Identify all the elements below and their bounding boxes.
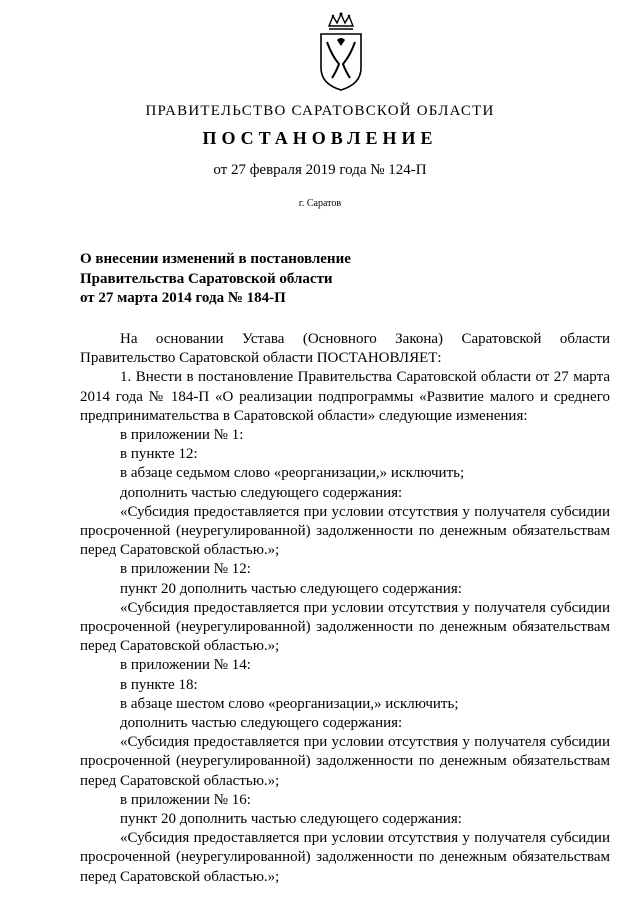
coat-of-arms-icon <box>315 12 367 92</box>
subject-line: Правительства Саратовской области <box>80 270 333 287</box>
body-paragraph: в приложении № 14: <box>120 657 251 674</box>
body-paragraph: «Субсидия предоставляется при условии отсутствия у получателя субсидии просроченной (неурегулированной) задолженности по денежным обязательствам перед Саратовской областью.»; <box>80 734 610 789</box>
subject-line: О внесении изменений в постановление <box>80 251 351 267</box>
document-subject <box>80 250 460 309</box>
body-paragraph: дополнить частью следующего содержания: <box>120 484 403 501</box>
document-date-number: от 27 февраля 2019 года № 124-П <box>213 162 427 178</box>
body-paragraph: в абзаце седьмом слово «реорганизации,» исключить; <box>120 465 465 482</box>
body-paragraph: в приложении № 16: <box>120 791 251 808</box>
body-paragraph: в пункте 12: <box>120 446 198 463</box>
body-paragraph: пункт 20 дополнить частью следующего содержания: <box>120 811 462 828</box>
body-paragraph: в абзаце шестом слово «реорганизации,» исключить; <box>120 695 459 712</box>
document-type: ПОСТАНОВЛЕНИЕ <box>202 128 438 148</box>
document-body <box>80 330 610 887</box>
body-paragraph: в пункте 18: <box>120 676 198 693</box>
body-paragraph: пункт 20 дополнить частью следующего содержания: <box>120 580 462 597</box>
body-paragraph: дополнить частью следующего содержания: <box>120 715 403 732</box>
body-paragraph: На основании Устава (Основного Закона) Саратовской области Правительство Саратовской области ПОСТАНОВЛЯЕТ: <box>80 331 610 367</box>
government-name: ПРАВИТЕЛЬСТВО САРАТОВСКОЙ ОБЛАСТИ <box>145 103 495 119</box>
body-paragraph: в приложении № 1: <box>120 427 244 444</box>
body-paragraph: «Субсидия предоставляется при условии отсутствия у получателя субсидии просроченной (неурегулированной) задолженности по денежным обязательствам перед Саратовской областью.»; <box>80 599 610 655</box>
body-paragraph: 1. Внести в постановление Правительства Саратовской области от 27 марта 2014 года № 184-П «О реализации подпрограммы «Развитие малого и среднего предпринимательства в Саратовской области» следующие изменения: <box>80 369 610 424</box>
body-paragraph: «Субсидия предоставляется при условии отсутствия у получателя субсидии просроченной (неурегулированной) задолженности по денежным обязательствам перед Саратовской областью.»; <box>80 830 610 885</box>
body-paragraph: в приложении № 12: <box>120 561 251 578</box>
body-paragraph: «Субсидия предоставляется при условии отсутствия у получателя субсидии просроченной (неурегулированной) задолженности по денежным обязательствам перед Саратовской областью.»; <box>80 503 610 559</box>
subject-line: от 27 марта 2014 года № 184-П <box>80 290 286 306</box>
document-city: г. Саратов <box>298 198 342 209</box>
